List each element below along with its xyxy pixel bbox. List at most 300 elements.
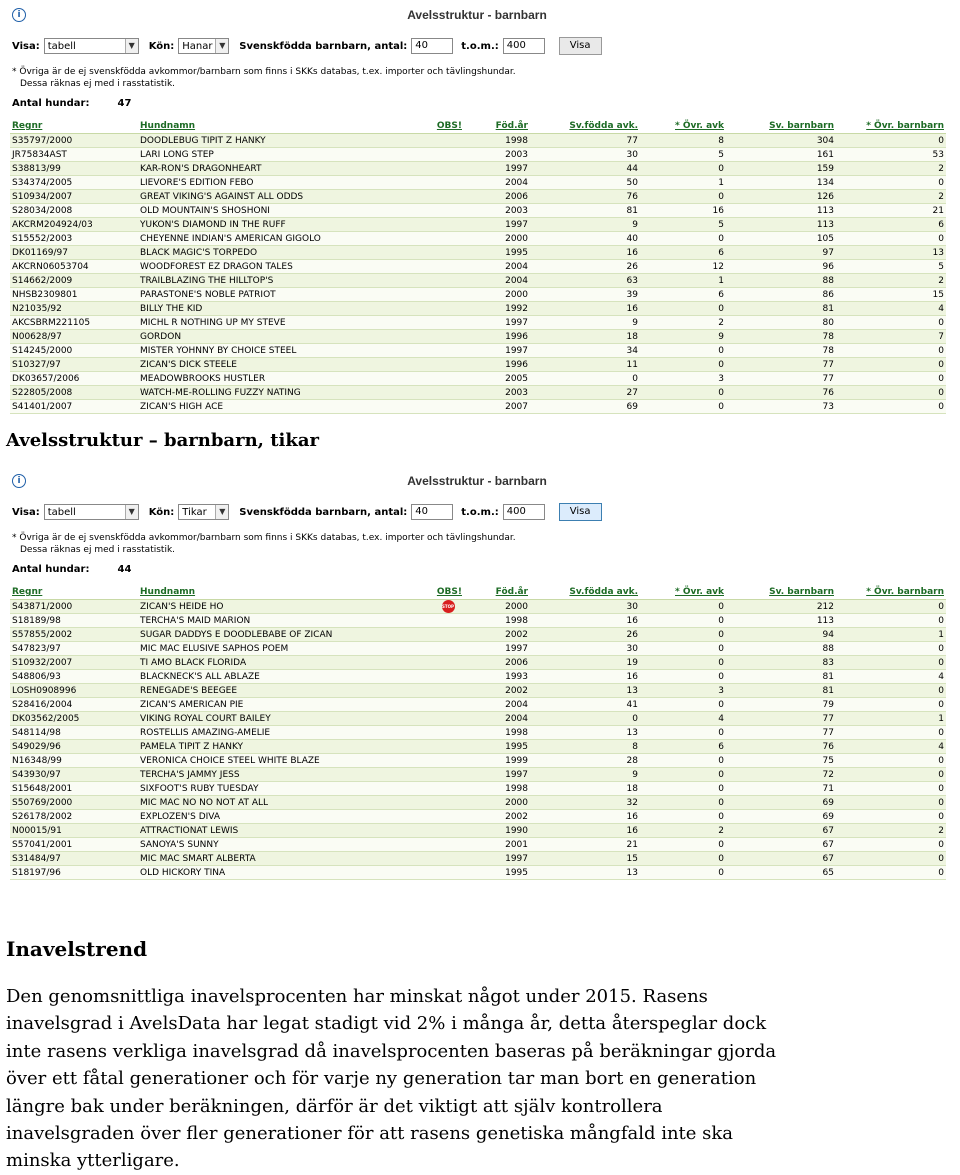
table-row bbox=[10, 866, 946, 880]
cell-regnr[interactable]: DK03562/2005 bbox=[10, 712, 138, 726]
cell-hundnamn[interactable]: SUGAR DADDYS E DOODLEBABE OF ZICAN bbox=[138, 628, 432, 642]
cell-fodar: 1999 bbox=[464, 754, 530, 768]
panel-title: Avelsstruktur - barnbarn bbox=[407, 8, 547, 22]
cell-ovr-avk: 0 bbox=[640, 302, 726, 316]
cell-sv-barnbarn: 126 bbox=[726, 190, 836, 204]
cell-hundnamn[interactable]: MICHL R NOTHING UP MY STEVE bbox=[138, 316, 432, 330]
cell-sv-fodda-avk: 50 bbox=[530, 176, 640, 190]
cell-hundnamn[interactable]: ZICAN'S HIGH ACE bbox=[138, 400, 432, 414]
cell-regnr[interactable]: S48114/98 bbox=[10, 726, 138, 740]
cell-hundnamn[interactable]: ROSTELLIS AMAZING-AMELIE bbox=[138, 726, 432, 740]
cell-ovr-avk: 3 bbox=[640, 372, 726, 386]
cell-regnr[interactable]: S34374/2005 bbox=[10, 176, 138, 190]
footnote bbox=[12, 66, 516, 90]
cell-sv-barnbarn: 77 bbox=[726, 358, 836, 372]
cell-hundnamn[interactable]: MISTER YOHNNY BY CHOICE STEEL bbox=[138, 344, 432, 358]
grandchildren-table bbox=[10, 585, 946, 880]
dog-count-value: 44 bbox=[117, 564, 132, 575]
cell-ovr-barnbarn: 4 bbox=[836, 740, 946, 754]
tom-label: t.o.m.: bbox=[461, 506, 499, 518]
cell-ovr-barnbarn: 0 bbox=[836, 782, 946, 796]
cell-sv-barnbarn: 134 bbox=[726, 176, 836, 190]
antal-input[interactable]: 40 bbox=[411, 504, 453, 520]
cell-regnr[interactable]: JR75834AST bbox=[10, 148, 138, 162]
panel-title: Avelsstruktur - barnbarn bbox=[407, 474, 547, 488]
cell-regnr[interactable]: S18197/96 bbox=[10, 866, 138, 880]
cell-obs bbox=[432, 852, 464, 866]
cell-fodar: 2005 bbox=[464, 372, 530, 386]
cell-regnr[interactable]: AKCRN06053704 bbox=[10, 260, 138, 274]
table-row bbox=[10, 684, 946, 698]
tom-input[interactable]: 400 bbox=[503, 38, 545, 54]
cell-sv-fodda-avk: 16 bbox=[530, 670, 640, 684]
visa-label: Visa: bbox=[12, 40, 40, 52]
cell-obs bbox=[432, 260, 464, 274]
info-icon[interactable]: i bbox=[12, 8, 26, 22]
cell-sv-barnbarn: 105 bbox=[726, 232, 836, 246]
cell-ovr-avk: 0 bbox=[640, 614, 726, 628]
column-header-sv-fodda-avk[interactable]: Sv.födda avk. bbox=[530, 585, 640, 600]
cell-ovr-avk: 0 bbox=[640, 358, 726, 372]
cell-hundnamn[interactable]: PARASTONE'S NOBLE PATRIOT bbox=[138, 288, 432, 302]
cell-ovr-avk: 0 bbox=[640, 670, 726, 684]
cell-sv-barnbarn: 72 bbox=[726, 768, 836, 782]
cell-regnr[interactable]: S49029/96 bbox=[10, 740, 138, 754]
chevron-down-icon: ▼ bbox=[215, 39, 228, 53]
cell-regnr[interactable]: S57041/2001 bbox=[10, 838, 138, 852]
cell-fodar: 2003 bbox=[464, 386, 530, 400]
cell-hundnamn[interactable]: MEADOWBROOKS HUSTLER bbox=[138, 372, 432, 386]
cell-sv-fodda-avk: 44 bbox=[530, 162, 640, 176]
cell-regnr[interactable]: N00015/91 bbox=[10, 824, 138, 838]
cell-sv-fodda-avk: 27 bbox=[530, 386, 640, 400]
cell-sv-fodda-avk: 16 bbox=[530, 246, 640, 260]
cell-sv-barnbarn: 65 bbox=[726, 866, 836, 880]
cell-ovr-barnbarn: 5 bbox=[836, 260, 946, 274]
cell-fodar: 2004 bbox=[464, 260, 530, 274]
table-row bbox=[10, 176, 946, 190]
column-header-sv-barnbarn[interactable]: Sv. barnbarn bbox=[726, 585, 836, 600]
cell-sv-fodda-avk: 30 bbox=[530, 642, 640, 656]
cell-sv-barnbarn: 212 bbox=[726, 600, 836, 614]
footnote-line: * Övriga är de ej svenskfödda avkommor/barnbarn som finns i SKKs databas, t.ex. importer och tävlingshundar. bbox=[12, 533, 516, 543]
table-row bbox=[10, 838, 946, 852]
cell-ovr-barnbarn: 2 bbox=[836, 190, 946, 204]
cell-fodar: 2001 bbox=[464, 838, 530, 852]
cell-regnr[interactable]: S28416/2004 bbox=[10, 698, 138, 712]
table-row bbox=[10, 288, 946, 302]
cell-sv-fodda-avk: 77 bbox=[530, 134, 640, 148]
cell-sv-barnbarn: 69 bbox=[726, 796, 836, 810]
cell-sv-fodda-avk: 69 bbox=[530, 400, 640, 414]
section-heading-inbreeding: Inavelstrend bbox=[6, 937, 148, 961]
cell-regnr[interactable]: S26178/2002 bbox=[10, 810, 138, 824]
table-row bbox=[10, 796, 946, 810]
chevron-down-icon: ▼ bbox=[215, 505, 228, 519]
cell-hundnamn[interactable]: MIC MAC ELUSIVE SAPHOS POEM bbox=[138, 642, 432, 656]
cell-ovr-barnbarn: 0 bbox=[836, 316, 946, 330]
kon-select[interactable] bbox=[178, 38, 229, 54]
kon-label: Kön: bbox=[148, 40, 175, 52]
cell-regnr[interactable]: S47823/97 bbox=[10, 642, 138, 656]
filter-form bbox=[12, 36, 602, 56]
antal-label: Svenskfödda barnbarn, antal: bbox=[239, 506, 408, 518]
cell-regnr[interactable]: DK01169/97 bbox=[10, 246, 138, 260]
cell-sv-barnbarn: 69 bbox=[726, 810, 836, 824]
cell-hundnamn[interactable]: WATCH-ME-ROLLING FUZZY NATING bbox=[138, 386, 432, 400]
table-row bbox=[10, 246, 946, 260]
cell-ovr-barnbarn: 0 bbox=[836, 768, 946, 782]
cell-regnr[interactable]: S10327/97 bbox=[10, 358, 138, 372]
section-heading-females: Avelsstruktur – barnbarn, tikar bbox=[6, 430, 319, 451]
cell-obs bbox=[432, 796, 464, 810]
column-header-ovr-avk[interactable]: * Övr. avk bbox=[640, 585, 726, 600]
table-row bbox=[10, 782, 946, 796]
column-header-hundnamn[interactable]: Hundnamn bbox=[138, 119, 432, 134]
cell-hundnamn[interactable]: LIEVORE'S EDITION FEBO bbox=[138, 176, 432, 190]
cell-ovr-barnbarn: 21 bbox=[836, 204, 946, 218]
antal-input[interactable]: 40 bbox=[411, 38, 453, 54]
tom-input[interactable]: 400 bbox=[503, 504, 545, 520]
table-row bbox=[10, 358, 946, 372]
cell-hundnamn[interactable]: CHEYENNE INDIAN'S AMERICAN GIGOLO bbox=[138, 232, 432, 246]
table-row bbox=[10, 628, 946, 642]
cell-fodar: 1998 bbox=[464, 134, 530, 148]
cell-ovr-avk: 0 bbox=[640, 726, 726, 740]
cell-hundnamn[interactable]: YUKON'S DIAMOND IN THE RUFF bbox=[138, 218, 432, 232]
cell-hundnamn[interactable]: ZICAN'S AMERICAN PIE bbox=[138, 698, 432, 712]
cell-ovr-barnbarn: 6 bbox=[836, 218, 946, 232]
visa-select-value: tabell bbox=[47, 40, 76, 52]
paragraph-line: inavelsgrad i AvelsData har legat stadigt vid 2% i många år, detta återspeglar dock bbox=[6, 1013, 767, 1035]
table-row bbox=[10, 302, 946, 316]
kon-select-value: Hanar bbox=[182, 40, 213, 52]
chevron-down-icon: ▼ bbox=[125, 39, 138, 53]
table-row bbox=[10, 148, 946, 162]
column-header-sv-barnbarn[interactable]: Sv. barnbarn bbox=[726, 119, 836, 134]
cell-hundnamn[interactable]: RENEGADE'S BEEGEE bbox=[138, 684, 432, 698]
cell-sv-fodda-avk: 28 bbox=[530, 754, 640, 768]
cell-fodar: 1997 bbox=[464, 162, 530, 176]
cell-ovr-avk: 16 bbox=[640, 204, 726, 218]
cell-regnr[interactable]: S22805/2008 bbox=[10, 386, 138, 400]
cell-sv-fodda-avk: 34 bbox=[530, 344, 640, 358]
cell-fodar: 2004 bbox=[464, 176, 530, 190]
cell-ovr-barnbarn: 7 bbox=[836, 330, 946, 344]
cell-fodar: 2000 bbox=[464, 796, 530, 810]
cell-hundnamn[interactable]: TI AMO BLACK FLORIDA bbox=[138, 656, 432, 670]
column-header-fodar[interactable]: Föd.år bbox=[464, 585, 530, 600]
cell-regnr[interactable]: S48806/93 bbox=[10, 670, 138, 684]
cell-obs bbox=[432, 782, 464, 796]
kon-select[interactable] bbox=[178, 504, 229, 520]
cell-fodar: 1993 bbox=[464, 670, 530, 684]
cell-fodar: 2004 bbox=[464, 712, 530, 726]
cell-sv-barnbarn: 73 bbox=[726, 400, 836, 414]
cell-ovr-avk: 0 bbox=[640, 600, 726, 614]
cell-regnr[interactable]: N16348/99 bbox=[10, 754, 138, 768]
cell-ovr-avk: 8 bbox=[640, 134, 726, 148]
cell-hundnamn[interactable]: MIC MAC SMART ALBERTA bbox=[138, 852, 432, 866]
visa-select[interactable] bbox=[44, 504, 139, 520]
cell-hundnamn[interactable]: OLD MOUNTAIN'S SHOSHONI bbox=[138, 204, 432, 218]
cell-hundnamn[interactable]: WOODFOREST EZ DRAGON TALES bbox=[138, 260, 432, 274]
column-header-ovr-barnbarn[interactable]: * Övr. barnbarn bbox=[836, 585, 946, 600]
cell-obs bbox=[432, 246, 464, 260]
cell-ovr-barnbarn: 4 bbox=[836, 302, 946, 316]
table-row bbox=[10, 260, 946, 274]
cell-obs bbox=[432, 740, 464, 754]
cell-hundnamn[interactable]: TERCHA'S MAID MARION bbox=[138, 614, 432, 628]
cell-ovr-avk: 0 bbox=[640, 866, 726, 880]
cell-hundnamn[interactable]: ATTRACTIONAT LEWIS bbox=[138, 824, 432, 838]
table-row bbox=[10, 400, 946, 414]
column-header-ovr-avk[interactable]: * Övr. avk bbox=[640, 119, 726, 134]
cell-hundnamn[interactable]: GREAT VIKING'S AGAINST ALL ODDS bbox=[138, 190, 432, 204]
cell-ovr-avk: 0 bbox=[640, 698, 726, 712]
visa-button[interactable]: Visa bbox=[559, 503, 602, 521]
cell-sv-barnbarn: 81 bbox=[726, 684, 836, 698]
cell-ovr-barnbarn: 2 bbox=[836, 274, 946, 288]
cell-sv-barnbarn: 80 bbox=[726, 316, 836, 330]
cell-sv-barnbarn: 86 bbox=[726, 288, 836, 302]
cell-ovr-barnbarn: 0 bbox=[836, 754, 946, 768]
cell-fodar: 2003 bbox=[464, 204, 530, 218]
cell-fodar: 1998 bbox=[464, 614, 530, 628]
cell-hundnamn[interactable]: BLACKNECK'S ALL ABLAZE bbox=[138, 670, 432, 684]
cell-ovr-avk: 6 bbox=[640, 740, 726, 754]
cell-ovr-avk: 0 bbox=[640, 782, 726, 796]
cell-fodar: 2003 bbox=[464, 148, 530, 162]
dog-count bbox=[12, 564, 131, 575]
dog-count-label: Antal hundar: bbox=[12, 564, 90, 575]
cell-ovr-avk: 0 bbox=[640, 400, 726, 414]
cell-hundnamn[interactable]: MIC MAC NO NO NOT AT ALL bbox=[138, 796, 432, 810]
table-row bbox=[10, 810, 946, 824]
cell-regnr[interactable]: NHSB2309801 bbox=[10, 288, 138, 302]
cell-hundnamn[interactable]: SANOYA'S SUNNY bbox=[138, 838, 432, 852]
cell-regnr[interactable]: S57855/2002 bbox=[10, 628, 138, 642]
cell-obs bbox=[432, 316, 464, 330]
cell-ovr-barnbarn: 0 bbox=[836, 852, 946, 866]
column-header-obs[interactable]: OBS! bbox=[432, 585, 464, 600]
cell-obs bbox=[432, 148, 464, 162]
cell-fodar: 2000 bbox=[464, 600, 530, 614]
cell-ovr-avk: 1 bbox=[640, 274, 726, 288]
cell-sv-fodda-avk: 81 bbox=[530, 204, 640, 218]
cell-ovr-barnbarn: 0 bbox=[836, 134, 946, 148]
cell-sv-barnbarn: 96 bbox=[726, 260, 836, 274]
paragraph-line: minska ytterligare. bbox=[6, 1150, 180, 1172]
cell-ovr-barnbarn: 0 bbox=[836, 838, 946, 852]
cell-sv-fodda-avk: 16 bbox=[530, 302, 640, 316]
cell-ovr-avk: 6 bbox=[640, 246, 726, 260]
cell-sv-barnbarn: 113 bbox=[726, 204, 836, 218]
cell-fodar: 1996 bbox=[464, 358, 530, 372]
table-row bbox=[10, 726, 946, 740]
cell-hundnamn[interactable]: TERCHA'S JAMMY JESS bbox=[138, 768, 432, 782]
cell-sv-barnbarn: 88 bbox=[726, 642, 836, 656]
cell-ovr-avk: 0 bbox=[640, 232, 726, 246]
cell-ovr-avk: 0 bbox=[640, 796, 726, 810]
column-header-regnr[interactable]: Regnr bbox=[10, 585, 138, 600]
cell-sv-barnbarn: 304 bbox=[726, 134, 836, 148]
cell-regnr[interactable]: LOSH0908996 bbox=[10, 684, 138, 698]
cell-ovr-barnbarn: 1 bbox=[836, 712, 946, 726]
cell-fodar: 1990 bbox=[464, 824, 530, 838]
cell-obs bbox=[432, 866, 464, 880]
info-icon[interactable]: i bbox=[12, 474, 26, 488]
cell-regnr[interactable]: S15552/2003 bbox=[10, 232, 138, 246]
cell-ovr-barnbarn: 15 bbox=[836, 288, 946, 302]
cell-hundnamn[interactable]: TRAILBLAZING THE HILLTOP'S bbox=[138, 274, 432, 288]
cell-sv-fodda-avk: 30 bbox=[530, 148, 640, 162]
cell-ovr-avk: 9 bbox=[640, 330, 726, 344]
column-header-ovr-barnbarn[interactable]: * Övr. barnbarn bbox=[836, 119, 946, 134]
column-header-regnr[interactable]: Regnr bbox=[10, 119, 138, 134]
cell-obs bbox=[432, 232, 464, 246]
footnote bbox=[12, 532, 516, 556]
cell-hundnamn[interactable]: VIKING ROYAL COURT BAILEY bbox=[138, 712, 432, 726]
cell-regnr[interactable]: N21035/92 bbox=[10, 302, 138, 316]
cell-ovr-barnbarn: 0 bbox=[836, 358, 946, 372]
stop-icon[interactable]: STOP bbox=[442, 600, 455, 613]
cell-regnr[interactable]: S50769/2000 bbox=[10, 796, 138, 810]
cell-sv-barnbarn: 113 bbox=[726, 614, 836, 628]
cell-hundnamn[interactable]: PAMELA TIPIT Z HANKY bbox=[138, 740, 432, 754]
cell-obs bbox=[432, 134, 464, 148]
cell-regnr[interactable]: S10934/2007 bbox=[10, 190, 138, 204]
cell-regnr[interactable]: AKCSBRM221105 bbox=[10, 316, 138, 330]
cell-obs bbox=[432, 614, 464, 628]
footnote-line: Dessa räknas ej med i rasstatistik. bbox=[20, 79, 176, 89]
cell-ovr-avk: 0 bbox=[640, 852, 726, 866]
cell-regnr[interactable]: S18189/98 bbox=[10, 614, 138, 628]
cell-sv-fodda-avk: 15 bbox=[530, 852, 640, 866]
cell-fodar: 1997 bbox=[464, 642, 530, 656]
table-row bbox=[10, 642, 946, 656]
cell-hundnamn[interactable]: GORDON bbox=[138, 330, 432, 344]
cell-sv-fodda-avk: 19 bbox=[530, 656, 640, 670]
cell-hundnamn[interactable]: BLACK MAGIC'S TORPEDO bbox=[138, 246, 432, 260]
cell-ovr-barnbarn: 1 bbox=[836, 628, 946, 642]
cell-fodar: 2004 bbox=[464, 698, 530, 712]
kon-select-value: Tikar bbox=[182, 506, 207, 518]
cell-obs bbox=[432, 330, 464, 344]
dog-count bbox=[12, 98, 131, 109]
cell-ovr-avk: 6 bbox=[640, 288, 726, 302]
cell-ovr-barnbarn: 0 bbox=[836, 810, 946, 824]
cell-ovr-avk: 0 bbox=[640, 768, 726, 782]
inbreeding-paragraph bbox=[6, 983, 946, 1175]
table-row bbox=[10, 162, 946, 176]
cell-fodar: 1998 bbox=[464, 782, 530, 796]
column-header-obs[interactable]: OBS! bbox=[432, 119, 464, 134]
cell-hundnamn[interactable]: LARI LONG STEP bbox=[138, 148, 432, 162]
paragraph-line: inte rasens verkliga inavelsgrad då inavelsprocenten baseras på beräkningar gjorda bbox=[6, 1040, 777, 1062]
cell-obs bbox=[432, 274, 464, 288]
cell-regnr[interactable]: AKCRM204924/03 bbox=[10, 218, 138, 232]
cell-sv-barnbarn: 79 bbox=[726, 698, 836, 712]
cell-sv-fodda-avk: 63 bbox=[530, 274, 640, 288]
cell-sv-barnbarn: 113 bbox=[726, 218, 836, 232]
cell-regnr[interactable]: S28034/2008 bbox=[10, 204, 138, 218]
cell-ovr-barnbarn: 0 bbox=[836, 600, 946, 614]
cell-ovr-avk: 2 bbox=[640, 824, 726, 838]
cell-sv-fodda-avk: 0 bbox=[530, 372, 640, 386]
column-header-fodar[interactable]: Föd.år bbox=[464, 119, 530, 134]
cell-sv-fodda-avk: 8 bbox=[530, 740, 640, 754]
cell-hundnamn[interactable]: DOODLEBUG TIPIT Z HANKY bbox=[138, 134, 432, 148]
cell-regnr[interactable]: S43930/97 bbox=[10, 768, 138, 782]
cell-obs bbox=[432, 190, 464, 204]
table-row bbox=[10, 330, 946, 344]
column-header-sv-fodda-avk[interactable]: Sv.födda avk. bbox=[530, 119, 640, 134]
cell-regnr[interactable]: S10932/2007 bbox=[10, 656, 138, 670]
cell-hundnamn[interactable]: BILLY THE KID bbox=[138, 302, 432, 316]
cell-regnr[interactable]: S15648/2001 bbox=[10, 782, 138, 796]
table-row bbox=[10, 218, 946, 232]
cell-regnr[interactable]: S41401/2007 bbox=[10, 400, 138, 414]
cell-sv-fodda-avk: 0 bbox=[530, 712, 640, 726]
table-row bbox=[10, 712, 946, 726]
cell-ovr-avk: 1 bbox=[640, 176, 726, 190]
table-row bbox=[10, 344, 946, 358]
cell-ovr-avk: 0 bbox=[640, 162, 726, 176]
column-header-hundnamn[interactable]: Hundnamn bbox=[138, 585, 432, 600]
cell-hundnamn[interactable]: SIXFOOT'S RUBY TUESDAY bbox=[138, 782, 432, 796]
cell-hundnamn[interactable]: VERONICA CHOICE STEEL WHITE BLAZE bbox=[138, 754, 432, 768]
visa-button[interactable]: Visa bbox=[559, 37, 602, 55]
cell-fodar: 2004 bbox=[464, 274, 530, 288]
cell-regnr[interactable]: S43871/2000 bbox=[10, 600, 138, 614]
cell-hundnamn[interactable]: KAR-RON'S DRAGONHEART bbox=[138, 162, 432, 176]
cell-fodar: 2006 bbox=[464, 656, 530, 670]
cell-sv-fodda-avk: 26 bbox=[530, 260, 640, 274]
cell-sv-fodda-avk: 13 bbox=[530, 684, 640, 698]
cell-regnr[interactable]: DK03657/2006 bbox=[10, 372, 138, 386]
cell-regnr[interactable]: S14245/2000 bbox=[10, 344, 138, 358]
cell-ovr-avk: 0 bbox=[640, 190, 726, 204]
cell-hundnamn[interactable]: EXPLOZEN'S DIVA bbox=[138, 810, 432, 824]
cell-hundnamn[interactable]: OLD HICKORY TINA bbox=[138, 866, 432, 880]
visa-select[interactable] bbox=[44, 38, 139, 54]
table-row bbox=[10, 656, 946, 670]
cell-regnr[interactable]: S14662/2009 bbox=[10, 274, 138, 288]
cell-fodar: 1997 bbox=[464, 316, 530, 330]
table-row bbox=[10, 768, 946, 782]
cell-sv-barnbarn: 78 bbox=[726, 344, 836, 358]
cell-regnr[interactable]: S31484/97 bbox=[10, 852, 138, 866]
cell-fodar: 1997 bbox=[464, 768, 530, 782]
cell-sv-fodda-avk: 40 bbox=[530, 232, 640, 246]
cell-ovr-barnbarn: 0 bbox=[836, 344, 946, 358]
cell-ovr-avk: 0 bbox=[640, 810, 726, 824]
cell-obs bbox=[432, 712, 464, 726]
cell-hundnamn[interactable]: ZICAN'S HEIDE HO bbox=[138, 600, 432, 614]
visa-select-value: tabell bbox=[47, 506, 76, 518]
cell-ovr-barnbarn: 0 bbox=[836, 642, 946, 656]
cell-regnr[interactable]: S38813/99 bbox=[10, 162, 138, 176]
cell-obs bbox=[432, 358, 464, 372]
cell-regnr[interactable]: S35797/2000 bbox=[10, 134, 138, 148]
table-row bbox=[10, 614, 946, 628]
cell-hundnamn[interactable]: ZICAN'S DICK STEELE bbox=[138, 358, 432, 372]
kon-label: Kön: bbox=[148, 506, 175, 518]
paragraph-line: inavelsgraden över fler generationer för att rasens genetiska mångfald inte ska bbox=[6, 1123, 734, 1145]
cell-ovr-avk: 0 bbox=[640, 628, 726, 642]
cell-regnr[interactable]: N00628/97 bbox=[10, 330, 138, 344]
